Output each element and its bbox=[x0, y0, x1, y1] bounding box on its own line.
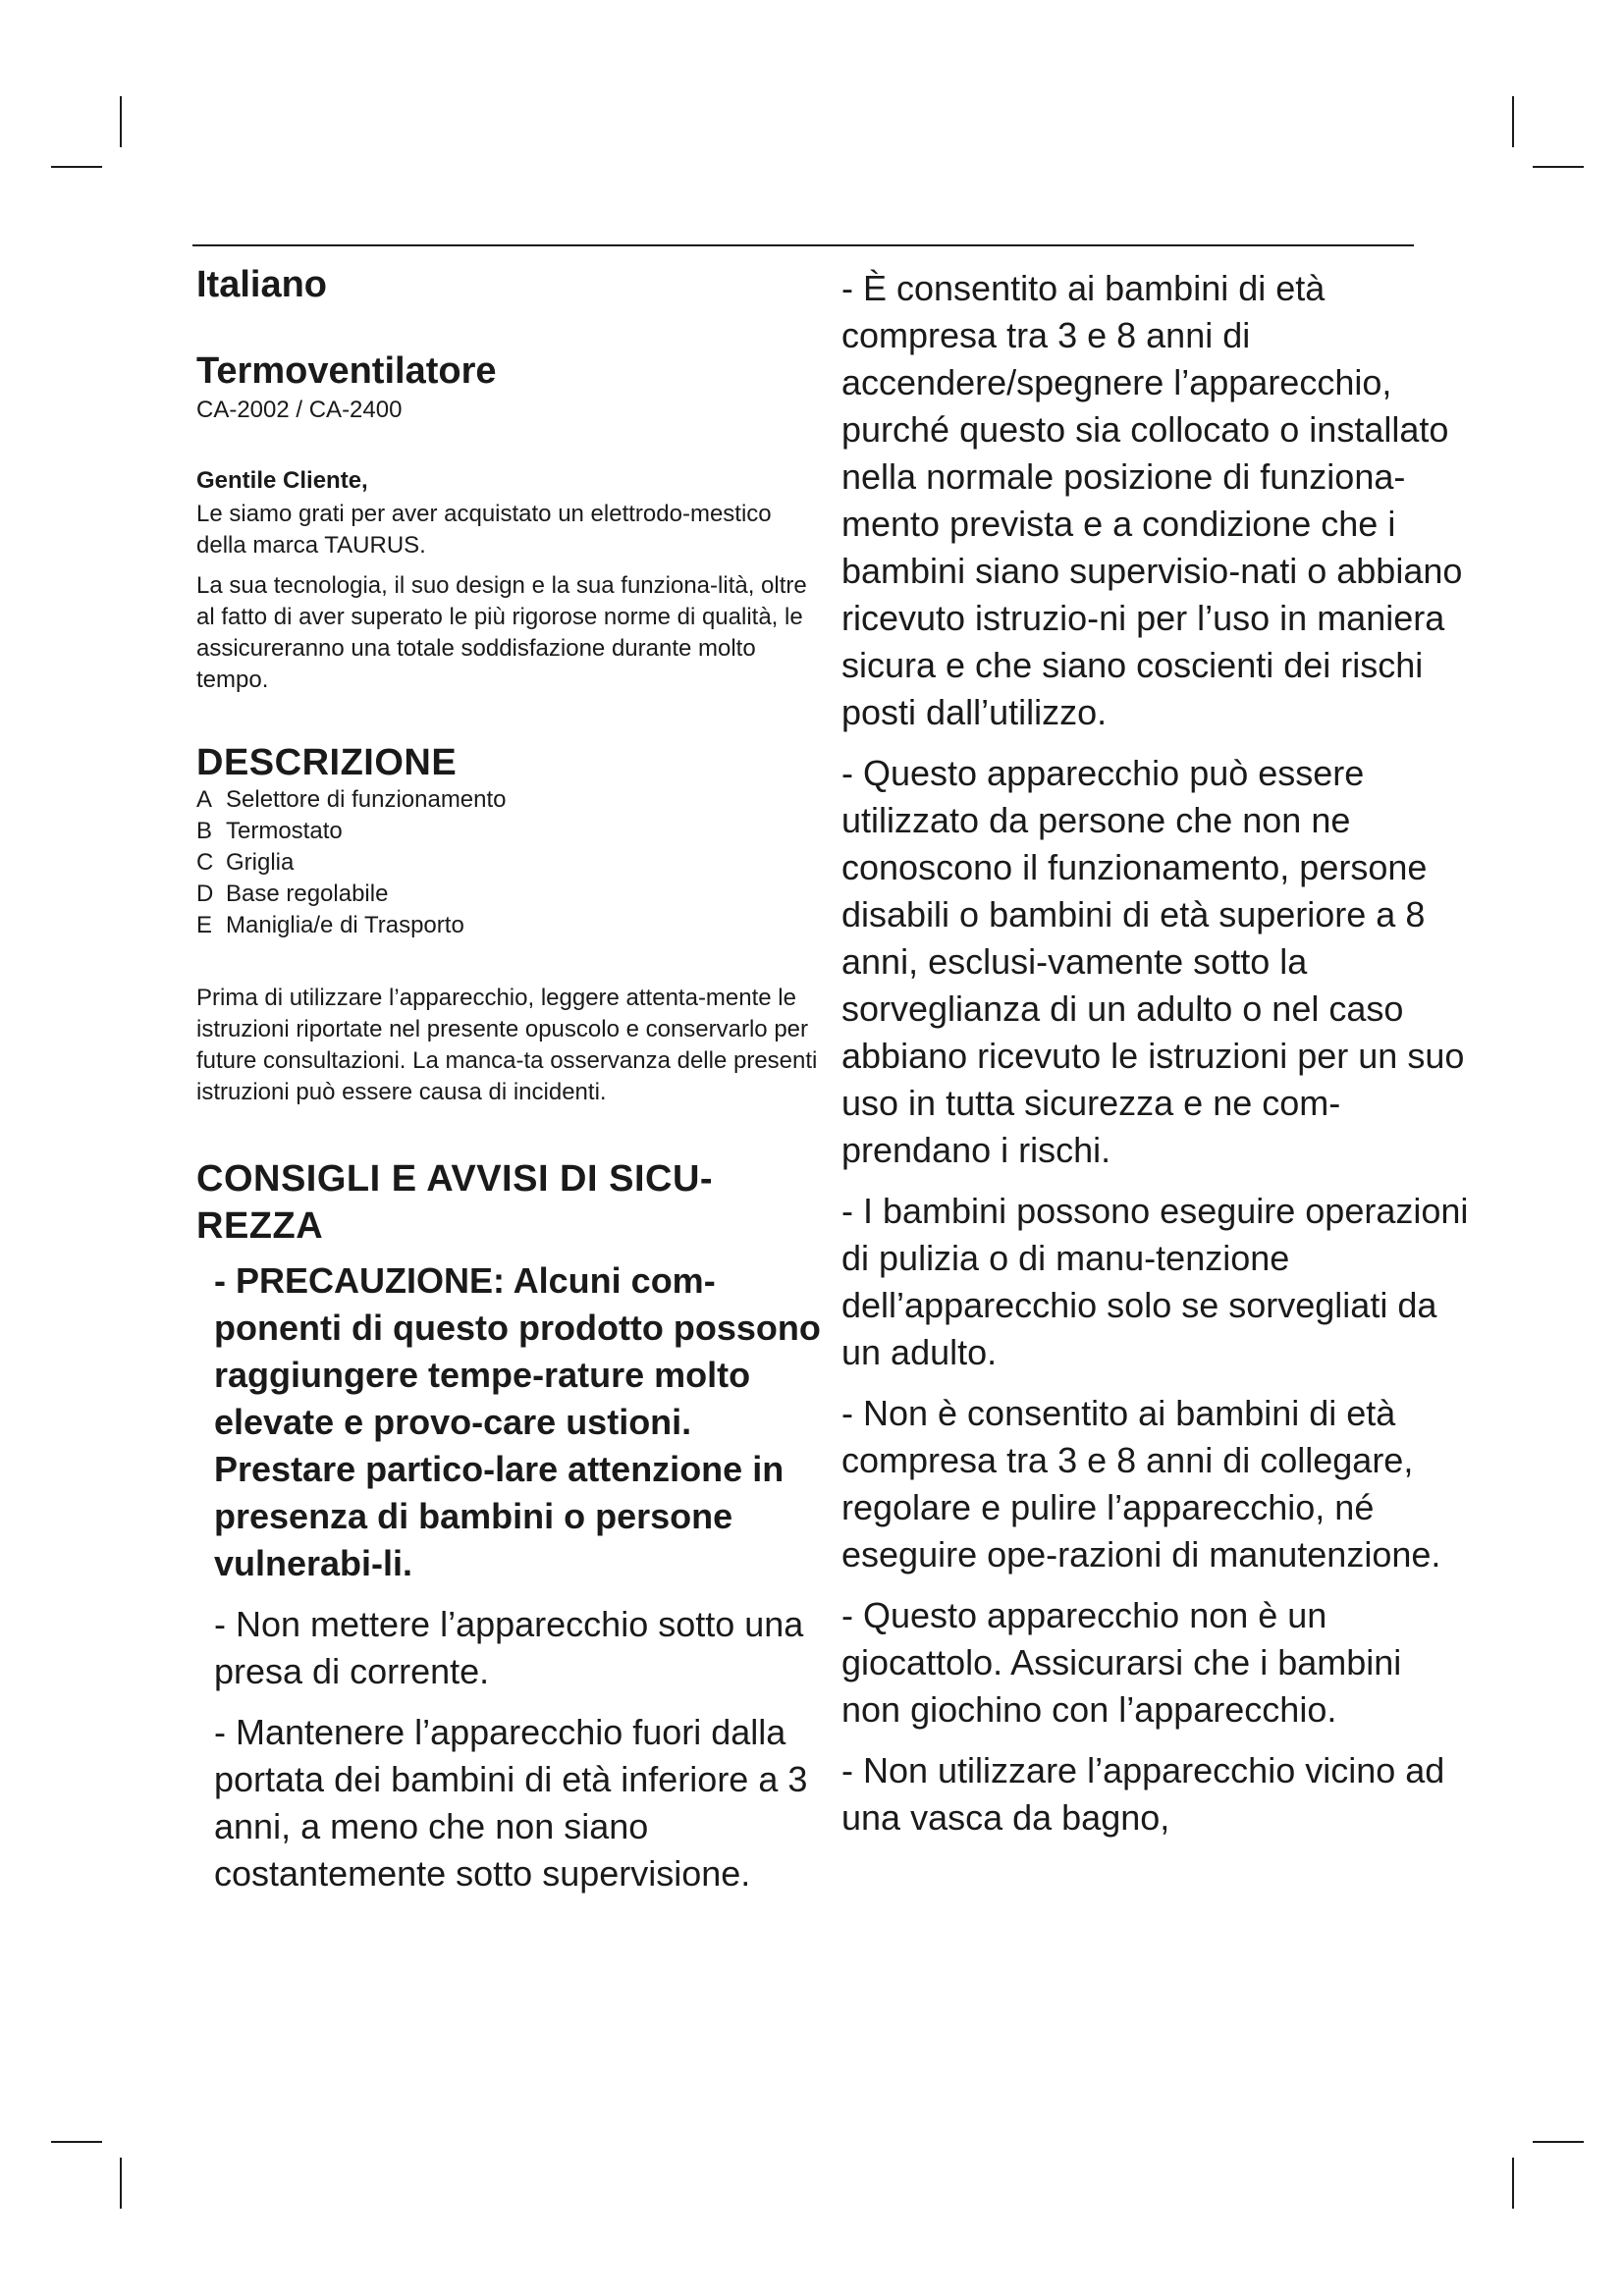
crop-mark bbox=[1512, 2158, 1514, 2209]
safety-item: - Non utilizzare l’apparecchio vicino ad una vasca da bagno, bbox=[841, 1750, 1445, 1838]
safety-item: - Questo apparecchio non è un giocattolo. Assicurarsi che i bambini non giochino con l’apparecchio. bbox=[841, 1595, 1402, 1730]
part-letter: D bbox=[196, 881, 214, 907]
product-title: Termoventilatore bbox=[196, 350, 497, 392]
list-item bbox=[196, 816, 825, 847]
parts-list bbox=[196, 784, 825, 941]
crop-mark bbox=[1533, 2141, 1584, 2143]
crop-mark bbox=[120, 96, 122, 147]
list-item bbox=[196, 784, 825, 816]
safety-item: - Questo apparecchio può essere utilizzato da persone che non ne conoscono il funzionamento, persone disabili o bambini di età superiore a 8 anni, esclusi-vamente sotto la sorveglianza di un adulto o nel caso abbiano ricevuto le istruzioni per un suo uso in tutta sicurezza e ne com-prendano i rischi. bbox=[841, 753, 1465, 1170]
list-item bbox=[196, 910, 825, 941]
intro-paragraph: Prima di utilizzare l’apparecchio, leggere attenta-mente le istruzioni riportate nel presente opuscolo e conservarlo per future consultazioni. La manca-ta osservanza delle presenti istruzioni può essere causa di incidenti. bbox=[196, 985, 818, 1105]
crop-mark bbox=[1512, 96, 1514, 147]
crop-mark bbox=[120, 2158, 122, 2209]
crop-mark bbox=[1533, 166, 1584, 168]
part-label: Maniglia/e di Trasporto bbox=[226, 912, 464, 938]
language-heading: Italiano bbox=[196, 264, 328, 305]
safety-heading: CONSIGLI E AVVISI DI SICU-REZZA bbox=[196, 1158, 714, 1247]
list-item bbox=[196, 847, 825, 879]
part-letter: B bbox=[196, 818, 213, 844]
greeting-paragraph: Le siamo grati per aver acquistato un elettrodo-mestico della marca TAURUS. bbox=[196, 501, 772, 559]
part-label: Griglia bbox=[226, 849, 295, 876]
safety-item: - I bambini possono eseguire operazioni di pulizia o di manu-tenzione dell’apparecchio solo se sorvegliati da un adulto. bbox=[841, 1191, 1469, 1372]
crop-mark bbox=[51, 166, 102, 168]
model-numbers: CA-2002 / CA-2400 bbox=[196, 397, 403, 423]
greeting-paragraph: La sua tecnologia, il suo design e la sua funziona-lità, oltre al fatto di aver superato le più rigorose norme di qualità, le assicureranno una totale soddisfazione durante molto tempo. bbox=[196, 572, 807, 693]
part-label: Termostato bbox=[226, 818, 343, 844]
greeting-salutation: Gentile Cliente, bbox=[196, 467, 368, 494]
header-rule bbox=[192, 244, 1414, 246]
part-letter: C bbox=[196, 849, 214, 876]
safety-item: - Mantenere l’apparecchio fuori dalla portata dei bambini di età inferiore a 3 anni, a meno che non siano costantemente sotto supervisione. bbox=[214, 1712, 808, 1894]
warning-paragraph: - PRECAUZIONE: Alcuni com-ponenti di questo prodotto possono raggiungere tempe-rature molto elevate e provo-care ustioni. Prestare partico-lare attenzione in presenza di bambini o persone vulnerabi-li. bbox=[214, 1260, 821, 1583]
safety-item: - È consentito ai bambini di età compresa tra 3 e 8 anni di accendere/spegnere l’apparecchio, purché questo sia collocato o installato nella normale posizione di funziona-mento prevista e a condizione che i bambini siano supervisio-nati o abbiano ricevuto istruzio-ni per l’uso in maniera sicura e che siano coscienti dei rischi posti dall’utilizzo. bbox=[841, 268, 1463, 732]
safety-item: - Non mettere l’apparecchio sotto una presa di corrente. bbox=[214, 1604, 804, 1691]
description-heading: DESCRIZIONE bbox=[196, 742, 458, 783]
left-column bbox=[196, 257, 825, 1911]
part-label: Base regolabile bbox=[226, 881, 389, 907]
right-column bbox=[841, 257, 1470, 1855]
part-label: Selettore di funzionamento bbox=[226, 786, 507, 813]
list-item bbox=[196, 879, 825, 910]
crop-mark bbox=[51, 2141, 102, 2143]
part-letter: A bbox=[196, 786, 213, 813]
part-letter: E bbox=[196, 912, 213, 938]
safety-item: - Non è consentito ai bambini di età compresa tra 3 e 8 anni di collegare, regolare e pulire l’apparecchio, né eseguire ope-razioni di manutenzione. bbox=[841, 1393, 1441, 1575]
